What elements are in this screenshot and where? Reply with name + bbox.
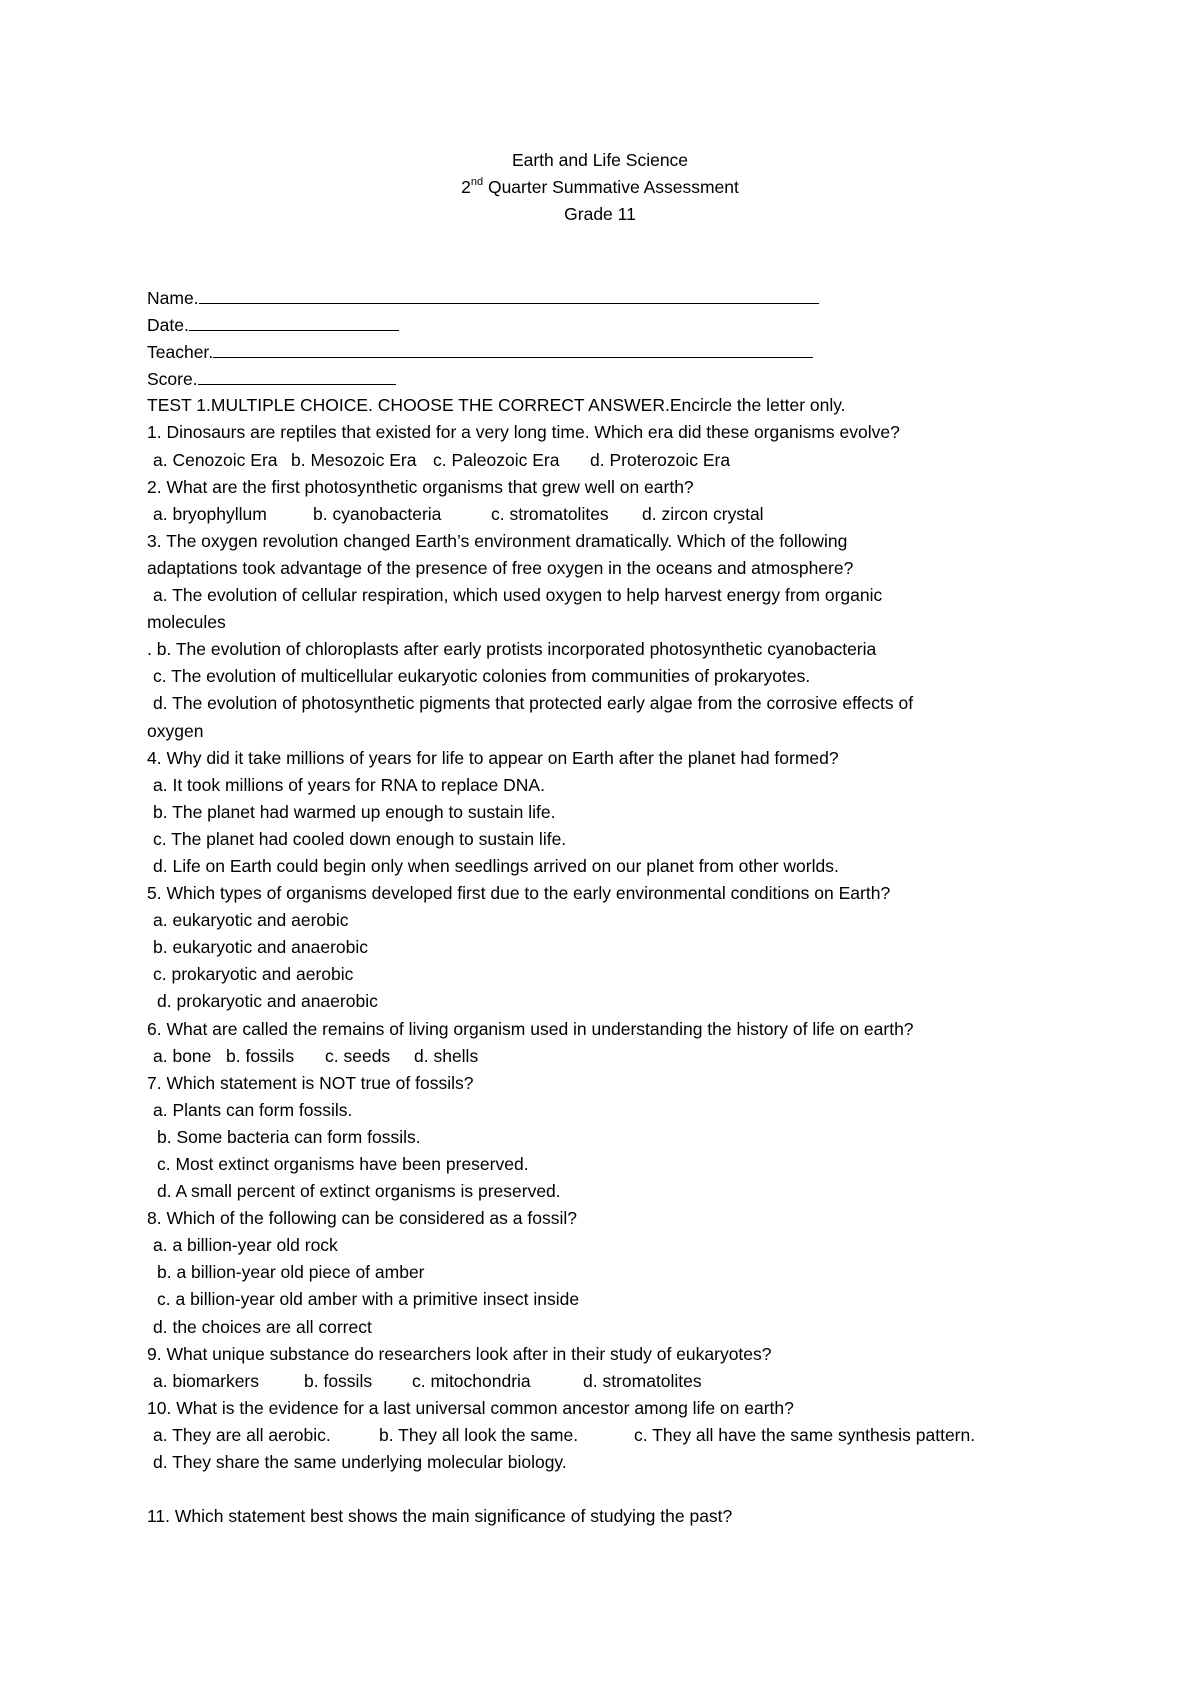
- question-2-options: [147, 501, 1077, 528]
- choice-b[interactable]: b. a billion-year old piece of amber: [157, 1262, 425, 1283]
- teacher-label: Teacher.: [147, 342, 214, 363]
- score-label: Score.: [147, 369, 198, 390]
- choice-d[interactable]: d. Life on Earth could begin only when seedlings arrived on our planet from other worlds.: [153, 855, 839, 876]
- choice-a[interactable]: a. It took millions of years for RNA to replace DNA.: [153, 774, 545, 795]
- choice-c[interactable]: c. They all have the same synthesis pattern.: [634, 1424, 976, 1445]
- choice-b[interactable]: . b. The evolution of chloroplasts after early protists incorporated photosynthetic cyanobacteria: [147, 639, 877, 660]
- assessment-title-rest: Quarter Summative Assessment: [483, 177, 739, 197]
- choice-b[interactable]: b. cyanobacteria: [313, 503, 442, 524]
- date-field: [147, 311, 1077, 338]
- choice-a[interactable]: a. They are all aerobic.: [153, 1424, 331, 1445]
- choice-a[interactable]: a. Cenozoic Era: [153, 449, 278, 470]
- score-field: [147, 365, 1077, 392]
- question-7: 7. Which statement is NOT true of fossils?: [147, 1072, 474, 1093]
- choice-b[interactable]: b. fossils: [226, 1045, 295, 1066]
- choice-b[interactable]: b. Mesozoic Era: [291, 449, 417, 470]
- document-body: [147, 284, 1077, 1530]
- choice-d[interactable]: d. prokaryotic and anaerobic: [157, 991, 378, 1012]
- assessment-title: [0, 174, 1200, 201]
- choice-a-cont: molecules: [147, 612, 226, 633]
- name-field: [147, 284, 1077, 311]
- choice-c[interactable]: c. Paleozoic Era: [433, 449, 560, 470]
- choice-c[interactable]: c. The planet had cooled down enough to sustain life.: [153, 828, 567, 849]
- choice-c[interactable]: c. Most extinct organisms have been preserved.: [157, 1154, 529, 1174]
- choice-c[interactable]: c. prokaryotic and aerobic: [153, 964, 354, 985]
- score-blank[interactable]: [198, 365, 396, 385]
- question-5: 5. Which types of organisms developed first due to the early environmental conditions on Earth?: [147, 883, 891, 904]
- choice-c[interactable]: c. seeds: [325, 1045, 391, 1066]
- choice-a[interactable]: a. The evolution of cellular respiration, which used oxygen to help harvest energy from organic: [153, 585, 883, 606]
- assessment-ordinal-suffix: nd: [470, 176, 484, 188]
- choice-d[interactable]: d. shells: [414, 1045, 479, 1066]
- question-3-cont: adaptations took advantage of the presence of free oxygen in the oceans and atmosphere?: [147, 557, 854, 578]
- question-9: 9. What unique substance do researchers look after in their study of eukaryotes?: [147, 1343, 772, 1364]
- assessment-ordinal: 2: [461, 177, 471, 197]
- choice-c[interactable]: c. a billion-year old amber with a primitive insect inside: [157, 1289, 580, 1310]
- choice-b[interactable]: b. eukaryotic and anaerobic: [153, 937, 368, 958]
- choice-c[interactable]: c. stromatolites: [491, 503, 609, 524]
- choice-b[interactable]: b. The planet had warmed up enough to sustain life.: [153, 801, 556, 822]
- choice-a[interactable]: a. a billion-year old rock: [153, 1235, 338, 1256]
- name-blank[interactable]: [199, 284, 819, 304]
- choice-b[interactable]: b. They all look the same.: [379, 1424, 579, 1445]
- choice-a[interactable]: a. bryophyllum: [153, 503, 267, 524]
- question-4: 4. Why did it take millions of years for life to appear on Earth after the planet had formed?: [147, 747, 839, 768]
- question-3: 3. The oxygen revolution changed Earth’s environment dramatically. Which of the following: [147, 530, 848, 551]
- choice-b[interactable]: b. Some bacteria can form fossils.: [157, 1126, 421, 1147]
- choice-d-cont: oxygen: [147, 720, 204, 741]
- choice-d[interactable]: d. zircon crystal: [642, 503, 764, 524]
- choice-d[interactable]: d. The evolution of photosynthetic pigments that protected early algae from the corrosive effects of: [153, 693, 914, 714]
- question-1: 1. Dinosaurs are reptiles that existed for a very long time. Which era did these organisms evolve?: [147, 422, 900, 443]
- choice-d[interactable]: d. the choices are all correct: [153, 1316, 372, 1337]
- name-label: Name.: [147, 288, 199, 308]
- choice-a[interactable]: a. bone: [153, 1045, 212, 1066]
- choice-c[interactable]: c. The evolution of multicellular eukaryotic colonies from communities of prokaryotes.: [153, 666, 811, 687]
- grade-title: Grade 11: [564, 204, 636, 224]
- date-label: Date.: [147, 315, 189, 336]
- question-10-options: [147, 1422, 1077, 1449]
- subject-title: Earth and Life Science: [511, 150, 689, 170]
- question-9-options: [147, 1368, 1077, 1395]
- date-blank[interactable]: [189, 311, 399, 331]
- question-6: 6. What are called the remains of living organism used in understanding the history of life on earth?: [147, 1018, 914, 1039]
- choice-d[interactable]: d. They share the same underlying molecular biology.: [153, 1452, 567, 1473]
- choice-d[interactable]: d. Proterozoic Era: [590, 449, 731, 470]
- question-10: 10. What is the evidence for a last universal common ancestor among life on earth?: [147, 1397, 794, 1418]
- test-title: TEST 1.MULTIPLE CHOICE. CHOOSE THE CORRECT ANSWER.Encircle the letter only.: [147, 395, 846, 416]
- choice-a[interactable]: a. eukaryotic and aerobic: [153, 910, 349, 931]
- question-1-options: [147, 447, 1077, 474]
- choice-d[interactable]: d. stromatolites: [583, 1370, 702, 1391]
- question-6-options: [147, 1043, 1077, 1070]
- question-11: 11. Which statement best shows the main significance of studying the past?: [147, 1506, 733, 1527]
- choice-a[interactable]: a. Plants can form fossils.: [153, 1099, 353, 1120]
- teacher-blank[interactable]: [213, 338, 813, 358]
- document-header: [0, 147, 1200, 228]
- question-8: 8. Which of the following can be considered as a fossil?: [147, 1208, 577, 1229]
- choice-b[interactable]: b. fossils: [304, 1370, 373, 1391]
- question-2: 2. What are the first photosynthetic organisms that grew well on earth?: [147, 476, 694, 497]
- choice-a[interactable]: a. biomarkers: [153, 1370, 260, 1391]
- teacher-field: [147, 338, 1077, 365]
- choice-c[interactable]: c. mitochondria: [412, 1370, 531, 1391]
- choice-d[interactable]: d. A small percent of extinct organisms is preserved.: [157, 1181, 561, 1202]
